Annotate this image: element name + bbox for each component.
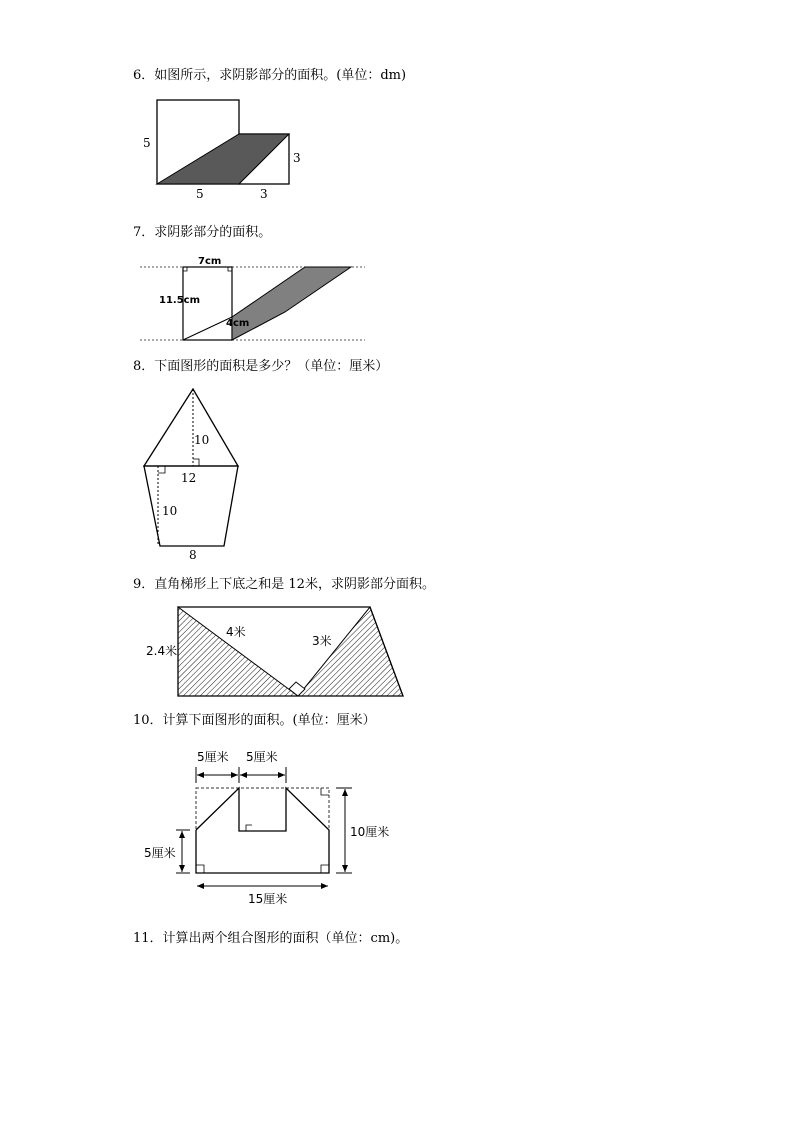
q8-label-middle-base: 12 [181,471,197,485]
q10-right-angle-bottom-left [196,865,204,873]
q10-label-top-b: 5厘米 [246,750,278,764]
q8-triangle [144,389,238,466]
q10-arrowhead [197,883,204,889]
q9-label-leg-a: 4米 [226,625,246,639]
question-6-text: 6．如图所示，求阴影部分的面积。(单位：dm) [133,68,407,83]
figure-q8 [138,384,248,566]
q8-label-trapezoid-height: 10 [162,504,178,518]
q7-right-angle-right [228,267,232,271]
q6-label-right: 3 [293,151,301,165]
q10-arrowhead [179,865,185,872]
q10-arrowhead [342,865,348,872]
q9-label-leg-b: 3米 [312,634,332,648]
q10-arrowhead [278,772,285,778]
q10-shape-outline [196,788,329,873]
q6-label-left: 5 [143,136,151,150]
q9-label-height: 2.4米 [146,644,178,658]
q8-right-angle-top [193,459,199,466]
figure-q7 [135,255,375,345]
figure-q10 [140,745,400,910]
q10-arrowhead [321,883,328,889]
q6-label-bottom-right: 3 [260,187,268,201]
q7-diagonal [183,317,232,340]
q7-label-top: 7cm [198,256,222,267]
q10-right-angle-bottom-right [321,865,329,873]
q6-shaded-region [157,134,289,184]
q10-label-bottom: 15厘米 [248,892,288,906]
q9-left-shaded-triangle [178,607,298,696]
question-8-text: 8．下面图形的面积是多少？（单位：厘米） [133,359,389,374]
q10-right-angle-notch [246,825,252,831]
figure-q9 [140,603,410,703]
q10-arrowhead [197,772,204,778]
q8-right-angle-bottom [158,466,165,473]
q10-arrowhead [231,772,238,778]
q10-label-right-height: 10厘米 [350,825,390,839]
question-9-text: 9．直角梯形上下底之和是 12米，求阴影部分面积。 [133,577,435,592]
q10-arrowhead [179,831,185,838]
q10-arrowhead [240,772,247,778]
question-11-text: 11．计算出两个组合图形的面积（单位：cm)。 [133,931,409,946]
question-10-text: 10．计算下面图形的面积。(单位：厘米） [133,713,376,728]
q10-label-top-a: 5厘米 [197,750,229,764]
figure-q6 [130,95,310,205]
q10-label-left-height: 5厘米 [144,846,176,860]
question-7-text: 7．求阴影部分的面积。 [133,225,272,240]
q7-shaded-parallelogram [232,267,351,340]
q10-arrowhead [342,789,348,796]
q7-label-side: 11.5cm [159,295,201,306]
q10-right-angle-top-right [321,788,329,795]
q9-right-shaded-triangle [298,607,403,696]
q7-right-angle-left [183,267,187,271]
q7-label-base: 4cm [226,318,250,329]
q8-label-bottom-base: 8 [189,548,197,562]
q8-label-triangle-height: 10 [194,433,210,447]
q6-label-bottom-left: 5 [196,187,204,201]
